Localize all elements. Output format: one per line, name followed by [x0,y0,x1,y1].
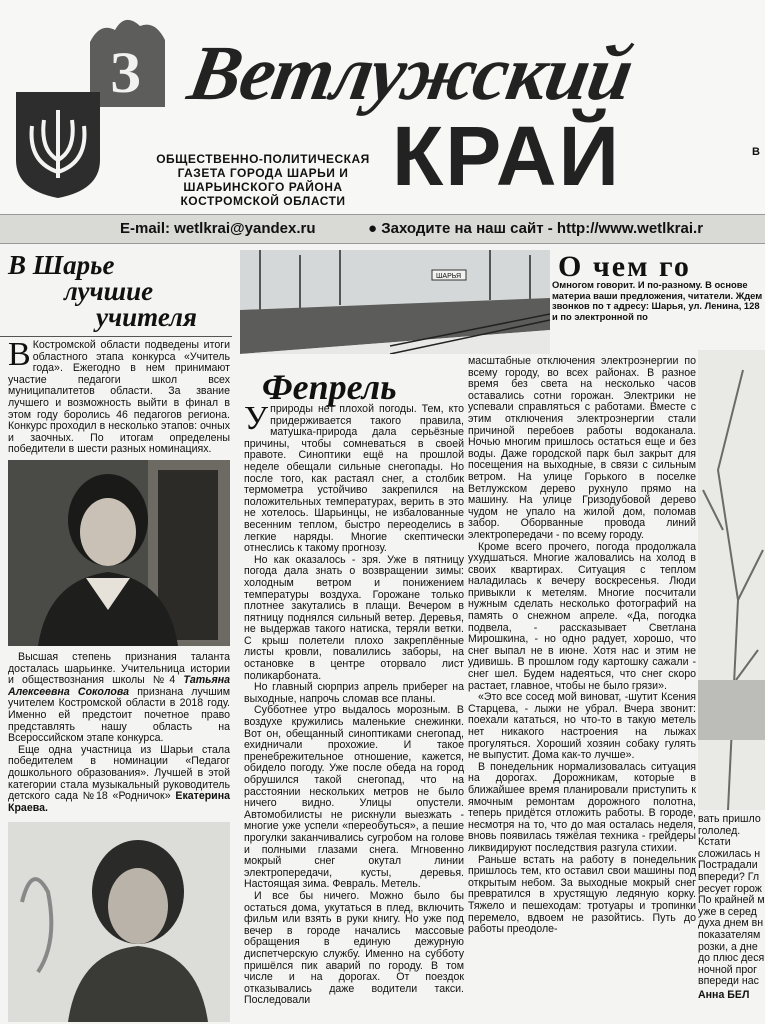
portrait-image [8,822,230,1022]
street-snow-photo [240,250,550,354]
newspaper-tagline: ОБЩЕСТВЕННО-ПОЛИТИЧЕСКАЯ ГАЗЕТА ГОРОДА ШАРЬИ И ШАРЬИНСКОГО РАЙОНА КОСТРОМСКОЙ ОБЛАСТИ [156,152,370,208]
coat-of-arms-icon [14,90,102,200]
main-article-column-1 [244,400,464,1007]
text-line: гололед. [698,824,741,837]
text-line: до плюс деся [698,952,765,965]
person-name: Татьяна Алексеевна Соколова [8,674,230,698]
masthead [0,0,765,240]
left-article-headline [8,252,230,330]
text-line: духа днем вн [698,917,764,930]
svg-text:З: З [110,40,141,105]
edge-column [698,814,765,1002]
main-article-column-2 [468,356,696,936]
paragraph: Высшая степень признания таланта досталась шарьинке. Учительница истории и обществознания школы №4 [8,651,230,687]
email-link[interactable]: E-mail: wetlkrai@yandex.ru [120,220,316,237]
left-article-body [8,652,230,814]
paragraph: «Это все сосед мой виноват, -шутит Ксения Старцева, - лыжи не убрал. Вчера звонит: поехали кататься, но что-то в такую метель нет никакого настроения на лыжах прогуляться. Хороший хозяин собаку гулять не выпустит. Дома как-то лучше». [468,691,696,762]
paragraph: В понедельник нормализовалась ситуация на дорогах. Дорожникам, которые в ближайшее время планировали приступить к ямочным ремонтам дорожного полотна, теперь придётся отложить работы. В городе, несмотря на то, что до мая осталась неделя, вновь появилась тяжёлая техника - грейдеры ликвидируют последствия разгула стихии. [468,760,696,854]
text-line: сложилась н [698,847,761,860]
contact-bar [0,214,765,244]
website-link[interactable]: ● Заходите на наш сайт - http://www.wetlkrai.r [368,220,704,237]
main-article-headline: Фепрель [262,367,397,407]
dropcap: У [244,400,269,437]
paragraph: Субботнее утро выдалось морозным. В воздухе кружились маленькие снежинки. Вот он, обещанный синоптиками снегопад, ехидничали прохожие. И такое пренебрежительное отношение, кажется, обидело погоду. Уже после обеда на город обрушился такой снегопад, что на расстоянии нескольких метров не было ничего видно. Улицы опустели. Автомобилисты не рискнули выезжать - многие уже успели «переобуться», а пешие прогулки заканчивались сугробом на голове и полными глазами снега. Мгновенно мокрый снег окутал линии электропередачи, кусты, деревья. Настоящая зима. Февраль. Метель. [244,704,464,891]
snow-photo-image [698,350,765,810]
paragraph: Костромской области подведены итоги областного этапа конкурса «Учитель года». Ежегодно в нем принимают участие педагоги школ всех муниципалитетов области. За звание лучшего и возможность выйти в финал в этом году боролись 46 педагогов региона. Конкурс проходил в несколько этапов: очных и заочных. По итогам определены победители в шести разных номинациях. [8,339,230,456]
text-line: ночной прог [698,963,758,976]
newspaper-title: Ветлужский [182,29,639,116]
teacher-photo-sokolova [8,460,230,646]
road-sign-text: ШАРЬЯ [436,273,462,280]
text-line: розки, а дне [698,940,758,953]
paragraph: Раньше встать на работу в понедельник пришлось тем, кто оставил свои машины под открытым небом. За выходные мокрый снег превратился в хрустящую ледяную корку. Тяжело и пешеходам: тротуары и тропинки перемело, вдвоем не разойтись. Путь до работы преодоле- [468,853,696,936]
right-section-intro: Омногом говорит. И по-разному. В основе материа ваши предложения, читатели. Ждем звонков по т адресу: Шарья, ул. Ленина, 128 и по электронной по [552,279,763,322]
paragraph: Но как оказалось - зря. Уже в пятницу погода дала знать о возвращении зимы: холодным ветром и понижением температуры воздуха. Горожане только плотнее закутались в плащи. Вечером в пятницу поднялся сильный ветер. Деревья, не выдержав такого натиска, теряли ветки. С крыш полетели плохо закреплённые листы кровли, повалились заборы, на остановке в центре оторвало лист поликарбоната. [244,553,464,682]
headline-line: лучшие [64,276,154,306]
left-article-intro [8,336,230,456]
edge-letter: В [752,146,760,158]
text-line: По крайней м [698,894,765,907]
paragraph: признана лучшим учителем Костромской области в 2018 году. Именно ей предстоит почетное право представлять нашу область на Всероссийском этапе конкурса. [8,685,230,745]
text-line: вать пришло [698,814,761,825]
text-line: Пострадали [698,859,758,872]
dropcap: В [8,336,31,373]
text-line: ресует горож [698,882,762,895]
person-name: Екатерина Краева. [8,790,230,814]
text-line: уже в серед [698,905,757,918]
text-line: показателям [698,928,761,941]
divider [0,336,232,337]
snowy-tree-photo [698,350,765,810]
right-section-title: О чем го [558,250,691,283]
paragraph: Но главный сюрприз апрель приберег на выходные, напрочь сломав все планы. [244,681,464,705]
paragraph: природы нет плохой погоды. Тем, кто придерживается такого правила, матушка-природа дала серьёзные причины, чтобы сомневаться в своей правоте. Синоптики ещё на прошлой неделе обещали сильные снегопады. Но после того, как растаял снег, а столбик термометра устойчиво закрепился на положительных температурах, верить в это не хотелось. Шарьинцы, не избалованные весенним теплом, быстро переоделись в легкие наряды. Многие скептически отнеслись к такому прогнозу. [244,403,464,555]
paragraph: Кроме всего прочего, погода продолжала ухудшаться. Многие жаловались на холод в своих квартирах. Ситуация с теплом наладилась к вечеру воскресенья. Люди привыкли к метелям. Многие посчитали нужным сделать несколько фотографий на память о снежном апреле. «Да, погодка подвела, - рассказывает Светлана Мирошкина, - но одно радует, хорошо, что снег выпал не в июне. Хотя нас и этим не удивишь. В прошлом году картошку сажали - снег шел. Будем надеяться, что снег скоро растает, главное, чтобы не было грязи». [468,540,696,692]
paragraph: Еще одна участница из Шарьи стала победителем в номинации «Педагог дошкольного образования». Лучшей в этой категории стала музыкальный руководитель детского сада №18 «Родничок» [8,743,230,803]
newspaper-title-second: КРАЙ [392,109,621,203]
paragraph: И все бы ничего. Можно было бы остаться дома, укутаться в плед, включить фильм или взять в руки книгу. Но уже под вечер в городе начались массовые обращения в единую дежурную диспетчерскую службу. Именно на субботу пришёлся пик аварий по городу. В том числе и на дорогах. От поездок отказывались даже водители такси. Последовали [244,889,464,1007]
street-photo-image [240,250,550,354]
text-line: впереди нас [698,975,759,988]
portrait-image [8,460,230,646]
headline-line: учителя [96,302,197,332]
headline-line: В Шарье [8,250,115,280]
teacher-photo-kraeva [8,822,230,1022]
author-signature: Анна БЕЛ [698,988,750,1001]
paragraph: масштабные отключения электроэнергии по всему городу, во всех районах. В разное время без света на несколько часов оставались сотни горожан. Электрики не успевали справляться с работами. Вместе с этим отключения электроэнергии стали причиной перебоев работы водоканала. Ночью многим пришлось остаться еще и без воды. Даже городской парк был закрыт для посещения на выходные, в связи с сильным ветром. На улице Горького в поселке Ветлужском дерево рухнуло прямо на машину. На улице Гризодубовой дерево чудом не упало на жилой дом, поломав забор. Оборванные провода линий электропередачи - по всему городу. [468,355,696,541]
text-line: Кстати [698,836,731,849]
text-line: впереди? Гл [698,870,760,883]
